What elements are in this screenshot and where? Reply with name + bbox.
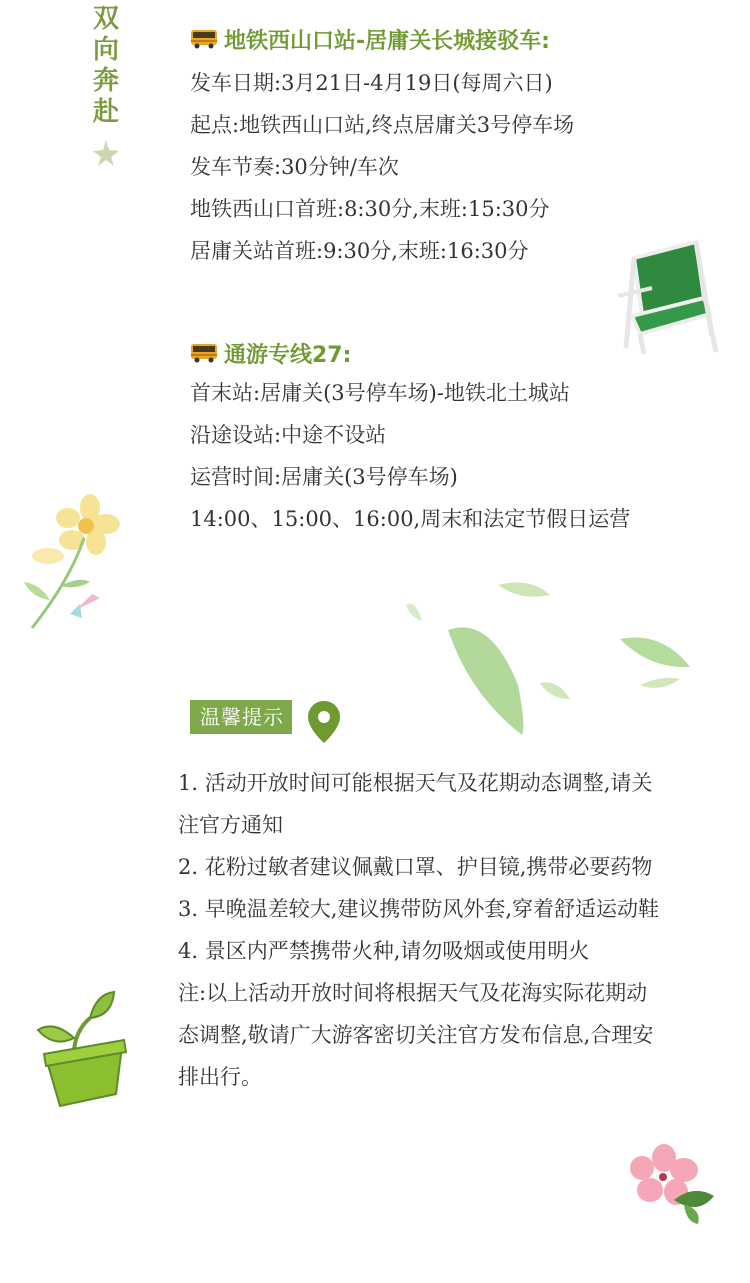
tip-item: 2. 花粉过敏者建议佩戴口罩、护目镜,携带必要药物	[178, 855, 653, 879]
side-title-char: 向	[92, 35, 119, 65]
shuttle-section	[190, 22, 574, 272]
bus-icon	[190, 343, 218, 363]
bus-icon	[190, 29, 218, 49]
flower-illustration	[10, 490, 130, 630]
tip-item: 注官方通知	[178, 813, 283, 837]
shuttle-line: 发车节奏:30分钟/车次	[190, 155, 399, 179]
shuttle-line: 地铁西山口首班:8:30分,末班:15:30分	[190, 197, 550, 221]
shuttle-line: 居庸关站首班:9:30分,末班:16:30分	[190, 239, 529, 263]
tip-item: 1. 活动开放时间可能根据天气及花期动态调整,请关	[178, 771, 653, 795]
tips-badge	[190, 697, 345, 737]
line27-line: 运营时间:居庸关(3号停车场)	[190, 465, 458, 489]
line27-title: 通游专线27:	[224, 342, 352, 368]
tip-note: 排出行。	[178, 1065, 262, 1089]
shuttle-line: 发车日期:3月21日-4月19日(每周六日)	[190, 71, 553, 95]
pink-flower-illustration	[628, 1144, 718, 1226]
line27-line: 首末站:居庸关(3号停车场)-地铁北土城站	[190, 381, 570, 405]
side-title-char: 奔	[92, 66, 119, 96]
tip-note: 注:以上活动开放时间将根据天气及花海实际花期动	[178, 981, 648, 1005]
tip-item: 4. 景区内严禁携带火种,请勿吸烟或使用明火	[178, 939, 590, 963]
tip-note: 态调整,敬请广大游客密切关注官方发布信息,合理安	[178, 1023, 654, 1047]
star-icon	[91, 138, 121, 168]
shuttle-title: 地铁西山口站-居庸关长城接驳车:	[224, 28, 550, 54]
line27-line: 沿途设站:中途不设站	[190, 423, 387, 447]
tips-badge-label: 温馨提示	[190, 700, 292, 734]
line27-section	[190, 336, 630, 540]
leaves-illustration	[400, 575, 700, 745]
sprout-pot-illustration	[34, 990, 129, 1115]
tip-item: 3. 早晚温差较大,建议携带防风外套,穿着舒适运动鞋	[178, 897, 660, 921]
side-title-char: 双	[92, 4, 119, 34]
shuttle-heading	[190, 22, 574, 56]
line27-heading	[190, 336, 630, 370]
side-title-char: 赴	[92, 97, 119, 127]
shuttle-line: 起点:地铁西山口站,终点居庸关3号停车场	[190, 113, 575, 137]
location-pin-icon	[306, 699, 342, 745]
line27-line: 14:00、15:00、16:00,周末和法定节假日运营	[190, 507, 631, 531]
side-title	[86, 4, 126, 128]
tips-list	[178, 762, 738, 1098]
